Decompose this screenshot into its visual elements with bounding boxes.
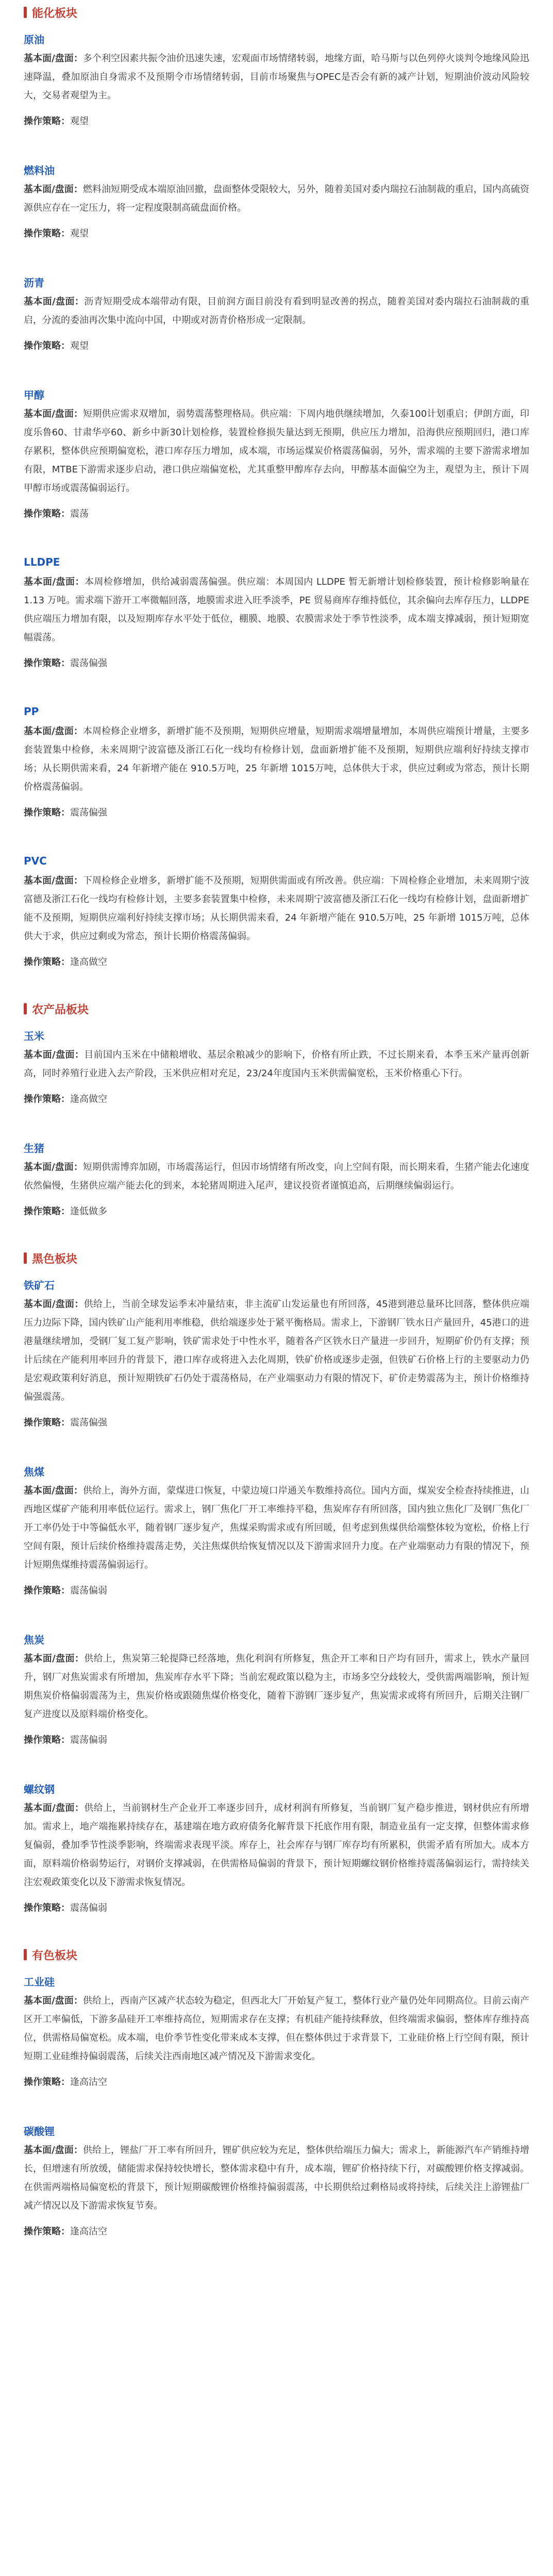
commodity-name: 生猪: [24, 1142, 44, 1155]
fundamentals-label: 基本面/盘面：: [24, 184, 83, 195]
strategy-label: 操作策略：: [24, 1417, 70, 1428]
commodity-item: [24, 383, 529, 548]
section-title-text: 有色板块: [32, 1949, 78, 1962]
fundamentals-label: 基本面/盘面：: [24, 1299, 84, 1310]
strategy-text: 逢高沽空: [70, 2077, 107, 2088]
strategy-text: 逢低做多: [70, 1206, 107, 1217]
fundamentals-text: 多个利空因素共振令油价迅速失速，宏观面市场情绪转弱，地缘方面，哈马斯与以色列停火谈判令地缘风险迅速降温，叠加原油自身需求不及预期令市场情绪转弱，目前市场聚焦与OPEC是否会有新的减产计划，短期油价波动风险较大，交易者观望为主。: [24, 53, 529, 101]
commodity-item: [24, 1628, 529, 1774]
section-marker: [24, 1949, 27, 1960]
fundamentals-label: 基本面/盘面：: [24, 1653, 85, 1664]
commodity-item: [24, 1024, 529, 1133]
commodity-name: 玉米: [24, 1029, 44, 1042]
strategy-text: 震荡偏弱: [70, 1735, 107, 1745]
commodity-item: [24, 850, 529, 996]
item-spacer: [24, 1600, 529, 1625]
commodity-name: 铁矿石: [24, 1279, 55, 1292]
commodity-name: 工业硅: [24, 1975, 55, 1988]
strategy-paragraph: [24, 654, 529, 673]
strategy-paragraph: [24, 112, 529, 131]
strategy-text: 观望: [70, 116, 89, 127]
fundamentals-paragraph: [24, 1482, 529, 1574]
fundamentals-text: 供给上，焦炭第三轮提降已经落地，焦化利润有所修复，焦企开工率和日产均有回升，需求上，铁水产量回升，钢厂对焦炭需求有所增加，焦炭库存水平下降；当前宏观政策以稳为主，市场多空分歧较大，受供需两端影响，预计短期焦炭价格偏弱震荡为主，焦炭价格或跟随焦煤价格变化，随着下游钢厂逐步复产，焦炭需求或将有所回升，后期关注钢厂复产进度以及原料端价格变化。: [24, 1653, 530, 1720]
item-spacer: [24, 673, 529, 698]
fundamentals-text: 本周检修企业增多，新增扩能不及预期，短期供应增量，短期需求端增量增加，本周供应端预计增量，主要多套装置集中检修，未来周期宁波富德及浙江石化一线均有检修计划，盘面新增扩能不及预期，短期供应端利好持续支撑市场；从长期供需来看，24 年新增产能在 910.5万吨，25 年新增 1015万吨，总体供大于求，供应过剩或为常态，预计长期价格震荡偏弱。: [24, 726, 529, 792]
strategy-paragraph: [24, 1090, 529, 1109]
strategy-paragraph: [24, 2073, 529, 2092]
strategy-paragraph: [24, 953, 529, 972]
strategy-text: 震荡: [70, 509, 89, 519]
strategy-paragraph: [24, 1731, 529, 1750]
commodity-item: [24, 1274, 529, 1457]
item-spacer: [24, 131, 529, 156]
fundamentals-paragraph: [24, 1295, 529, 1406]
section-title: [24, 1246, 529, 1270]
fundamentals-paragraph: [24, 1650, 529, 1724]
strategy-text: 震荡偏弱: [70, 1903, 107, 1913]
strategy-text: 逢高沽空: [70, 2226, 107, 2237]
fundamentals-text: 供给上，当前全球发运季末冲量结束，非主流矿山发运量也有所回落，45港到港总量环比回落，整体供应端压力边际下降，国内铁矿山产能利用率维稳，供给端逐步处于紧平衡格局。需求上，下游钢厂铁水日产量回升，45港口的进港量继续增加，受钢厂复工复产影响，铁矿需求处于中性水平，随着各产区铁水日产量进一步回升，短期矿价仍有支撑；预计后续在产能利用率回升的背景下，港口库存或将进入去化周期，铁矿价格或逐步走强，但铁矿石价格上行的主要驱动力仍是宏观政策利好消息，预计短期铁矿石仍处于震荡格局，在产业端驱动力有限的情况下，矿价走势震荡为主，预计价格维持偏强震荡。: [24, 1299, 529, 1402]
commodity-item: [24, 1970, 529, 2116]
strategy-label: 操作策略：: [24, 1735, 70, 1745]
strategy-label: 操作策略：: [24, 116, 70, 127]
strategy-paragraph: [24, 1414, 529, 1432]
commodity-name: 沥青: [24, 276, 44, 289]
commodity-name: 螺纹钢: [24, 1783, 55, 1795]
strategy-label: 操作策略：: [24, 807, 70, 818]
strategy-label: 操作策略：: [24, 1585, 70, 1596]
commodity-name: 原油: [24, 33, 44, 46]
section-marker: [24, 7, 27, 18]
strategy-paragraph: [24, 2223, 529, 2241]
commodity-item: [24, 2120, 529, 2266]
item-spacer: [24, 355, 529, 380]
fundamentals-text: 短期供应需求双增加，弱势震荡整理格局。供应端：下周内地供继续增加，久泰100计划重启；伊朗方面，印度乐鲁60、甘肃华亭60、新乡中新30计划检修，装置检修损失量达到无预期，供应压力增加，沿海供应预期回归，港口库存累积，整体供应预期偏宽松，港口库存压力增加，成本端，市场运煤炭价格震荡偏弱，另外，需求端的主要下游需求增加有限，MTBE下游需求逐步启动，港口供应端偏宽松，尤其重整甲醇库存去向，甲醇基本面偏空为主，观望为主，预计下周甲醇市场或震荡偏弱运行。: [24, 409, 530, 494]
commodity-name: PVC: [24, 855, 47, 867]
fundamentals-label: 基本面/盘面：: [24, 2145, 83, 2156]
item-spacer: [24, 2092, 529, 2116]
fundamentals-label: 基本面/盘面：: [24, 875, 83, 886]
strategy-label: 操作策略：: [24, 228, 70, 239]
fundamentals-paragraph: [24, 1799, 529, 1892]
fundamentals-paragraph: [24, 573, 529, 647]
fundamentals-text: 供给上，锂盐厂开工率有所回升，锂矿供应较为充足，整体供给端压力偏大；需求上，新能源汽车产销维持增长，但增速有所放缓，储能需求保持较快增长，整体需求稳中有升，成本端，锂矿价格持续下行，对碳酸锂价格支撑减弱。在供需两端格局偏宽松的背景下，预计短期碳酸锂价格维持偏弱震荡，中长期供给过剩格局或将持续，后续关注上游锂盐厂减产情况以及下游需求恢复节奏。: [24, 2145, 529, 2211]
fundamentals-text: 本周检修增加，供给减弱震荡偏强。供应端：本周国内 LLDPE 暂无新增计划检修装置，预计检修影响量在 1.13 万吨。需求端下游开工率微幅回落，地膜需求进入旺季淡季，PE 贸易商库存维持低位，其余偏向去库存压力，LLDPE 供应端压力增加有限，以及短期库存水平处于低位，棚膜、地膜、农膜需求处于季节性淡季，成本端支撑减弱，预计短期宽幅震荡。: [24, 577, 529, 643]
fundamentals-paragraph: [24, 2141, 529, 2215]
item-spacer: [24, 822, 529, 847]
strategy-paragraph: [24, 505, 529, 523]
fundamentals-text: 短期供需博弈加剧，市场震荡运行，但因市场情绪有所改变，向上空间有限，而长期来看，生猪产能去化速度依然偏慢，生猪供应端产能去化的到来，本轮猪周期进入尾声，建议投资者谨慎追高，后期继续偏弱运行。: [24, 1162, 529, 1191]
fundamentals-paragraph: [24, 1158, 529, 1195]
fundamentals-text: 下周检修企业增多，新增扩能不及预期，短期供需面或有所改善。供应端：下周检修企业增加，未来周期宁波富德及浙江石化一线均有检修计划，主要多套装置集中检修，未来周期宁波富德及浙江石化一线均有检修计划，盘面新增扩能不及预期，短期供应端利好持续支撑市场；从长期供需来看，24 年新增产能在 910.5万吨，25 年新增 1015万吨，总体供大于求，供应过剩或为常态，预计长期价格震荡偏弱。: [24, 875, 529, 942]
commodity-item: [24, 159, 529, 268]
fundamentals-label: 基本面/盘面：: [24, 1485, 83, 1496]
fundamentals-text: 供给上，当前钢材生产企业开工率逐步回升，成材利润有所修复，当前钢厂复产稳步推进，钢材供应有所增加。需求上，地产端拖累持续存在，基建端在地方政府债务化解背景下托底作用有限，制造业虽有一定支撑，但整体需求修复偏弱，叠加季节性淡季影响，终端需求表现平淡。库存上，社会库存与钢厂库存均有所累积，供需矛盾有所加大。成本方面，原料端价格弱势运行，对钢价支撑减弱，在供需格局偏弱的背景下，预计短期螺纹钢价格维持震荡偏弱运行，需持续关注宏观政策变化以及下游需求恢复情况。: [24, 1803, 530, 1888]
item-spacer: [24, 523, 529, 548]
item-spacer: [24, 2241, 529, 2266]
fundamentals-label: 基本面/盘面：: [24, 577, 85, 587]
commodity-item: [24, 1137, 529, 1246]
commodity-name: 碳酸锂: [24, 2125, 55, 2138]
section-marker: [24, 1252, 27, 1264]
commodity-item: [24, 701, 529, 847]
commodity-item: [24, 28, 529, 156]
fundamentals-text: 供给上，西南产区减产状态较为稳定，但西北大厂开始复产复工，整体行业产量仍处年同期高位。目前云南产区开工率偏低，下游多晶硅开工率维持高位，短期需求存在支撑；有机硅产能持续释放，但终端需求偏弱，整体库存维持高位，供需格局偏宽松。成本端，电价季节性变化带来成本支撑，但在整体供过于求背景下，工业硅价格上行空间有限，预计短期工业硅维持偏弱震荡，后续关注西南地区减产情况及下游需求变化。: [24, 1995, 529, 2062]
strategy-label: 操作策略：: [24, 957, 70, 968]
strategy-paragraph: [24, 1202, 529, 1221]
strategy-text: 逢高做空: [70, 957, 107, 968]
section-marker: [24, 1003, 27, 1014]
strategy-text: 震荡偏强: [70, 658, 107, 669]
fundamentals-label: 基本面/盘面：: [24, 1803, 85, 1814]
strategy-paragraph: [24, 225, 529, 243]
strategy-label: 操作策略：: [24, 509, 70, 519]
strategy-label: 操作策略：: [24, 2077, 70, 2088]
strategy-label: 操作策略：: [24, 658, 70, 669]
item-spacer: [24, 1432, 529, 1457]
strategy-label: 操作策略：: [24, 2226, 70, 2237]
fundamentals-label: 基本面/盘面：: [24, 1049, 85, 1060]
commodity-name: 焦煤: [24, 1465, 44, 1478]
fundamentals-label: 基本面/盘面：: [24, 1162, 83, 1173]
commodity-item: [24, 1777, 529, 1942]
strategy-paragraph: [24, 1582, 529, 1600]
strategy-text: 观望: [70, 228, 89, 239]
section-title-text: 农产品板块: [32, 1003, 89, 1016]
fundamentals-paragraph: [24, 1992, 529, 2066]
strategy-label: 操作策略：: [24, 341, 70, 351]
commodity-item: [24, 271, 529, 380]
fundamentals-paragraph: [24, 293, 529, 330]
strategy-text: 逢高做空: [70, 1094, 107, 1105]
strategy-label: 操作策略：: [24, 1206, 70, 1217]
commodity-name: 甲醇: [24, 388, 44, 401]
item-spacer: [24, 243, 529, 268]
fundamentals-label: 基本面/盘面：: [24, 53, 83, 64]
section-title: [24, 0, 529, 25]
fundamentals-text: 供给上，海外方面，蒙煤进口恢复，中蒙边境口岸通关车数维持高位。国内方面，煤炭安全检查持续推进，山西地区煤矿产能利用率低位运行。需求上，钢厂焦化厂开工率维持平稳，焦炭库存有所回落，国内独立焦化厂及钢厂焦化厂开工率仍处于中等偏低水平，随着钢厂逐步复产，焦煤采购需求或有所回暖，但考虑到焦煤供给端整体较为宽松，价格上行空间有限，预计后续价格维持震荡走势，关注焦煤供给恢复情况以及下游需求回升力度。在产业端驱动力有限的情况下，预计短期焦煤维持震荡偏弱运行。: [24, 1485, 529, 1570]
section-title: [24, 1942, 529, 1967]
strategy-paragraph: [24, 804, 529, 822]
strategy-text: 震荡偏强: [70, 807, 107, 818]
fundamentals-paragraph: [24, 49, 529, 105]
item-spacer: [24, 1750, 529, 1774]
fundamentals-label: 基本面/盘面：: [24, 1995, 83, 2006]
fundamentals-text: 燃料油短期受成本端原油回撤，盘面整体受限较大，另外，随着美国对委内瑞拉石油制裁的重启，国内高硫资源供应存在一定压力，将一定程度限制高硫盘面价格。: [24, 184, 529, 213]
fundamentals-label: 基本面/盘面：: [24, 726, 83, 737]
strategy-label: 操作策略：: [24, 1094, 70, 1105]
section-title-text: 黑色板块: [32, 1252, 78, 1266]
item-spacer: [24, 1918, 529, 1942]
fundamentals-text: 沥青短期受成本端带动有限，目前润方面目前没有看到明显改善的拐点，随着美国对委内瑞拉石油制裁的重启，分流的委油再次集中流向中国，中期或对沥青价格形成一定限制。: [24, 296, 530, 326]
strategy-paragraph: [24, 1899, 529, 1918]
strategy-paragraph: [24, 337, 529, 355]
section-title: [24, 996, 529, 1021]
strategy-text: 震荡偏强: [70, 1417, 107, 1428]
fundamentals-paragraph: [24, 180, 529, 217]
commodity-name: 焦炭: [24, 1633, 44, 1646]
section-title-text: 能化板块: [32, 7, 78, 20]
fundamentals-label: 基本面/盘面：: [24, 296, 85, 307]
commodity-name: PP: [24, 705, 39, 718]
item-spacer: [24, 972, 529, 996]
fundamentals-paragraph: [24, 1046, 529, 1083]
strategy-text: 观望: [70, 341, 89, 351]
fundamentals-paragraph: [24, 872, 529, 946]
commodity-name: LLDPE: [24, 556, 60, 568]
commodity-item: [24, 551, 529, 698]
strategy-label: 操作策略：: [24, 1903, 70, 1913]
strategy-text: 震荡偏弱: [70, 1585, 107, 1596]
fundamentals-paragraph: [24, 405, 529, 498]
fundamentals-text: 目前国内玉米在中储粮增收、基层余粮减少的影响下，价格有所止跌，不过长期来看，本季玉米产量再创新高，同时养殖行业进入去产阶段，玉米供应相对充足，23/24年度国内玉米供需偏宽松，玉米价格重心下行。: [24, 1049, 530, 1079]
item-spacer: [24, 1221, 529, 1246]
commodity-item: [24, 1460, 529, 1625]
item-spacer: [24, 1109, 529, 1133]
commodity-name: 燃料油: [24, 164, 55, 177]
fundamentals-paragraph: [24, 722, 529, 796]
fundamentals-label: 基本面/盘面：: [24, 409, 83, 419]
